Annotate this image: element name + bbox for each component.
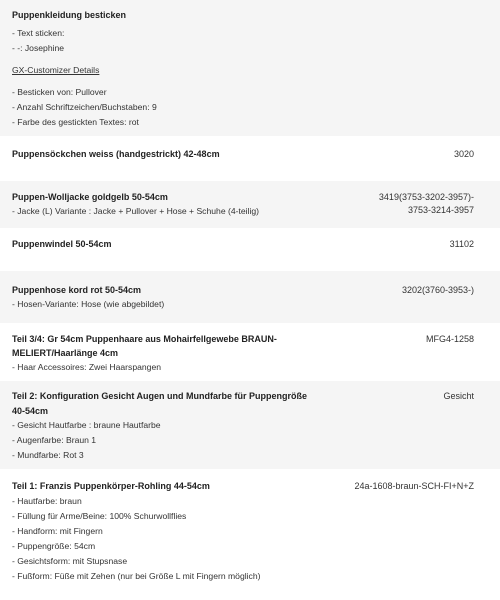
item-detail: - Füllung für Arme/Beine: 100% Schurwollflies <box>12 511 187 521</box>
item-detail: - Fußform: Füße mit Zehen (nur bei Größe L mit Fingern möglich) <box>12 571 261 581</box>
item-title: Puppenhose kord rot 50-54cm <box>12 285 142 295</box>
item-code: 31102 <box>449 239 474 249</box>
item-title: Puppenwindel 50-54cm <box>12 239 112 249</box>
item-detail: - Gesicht Hautfarbe : braune Hautfarbe <box>12 420 161 430</box>
item-detail: - Farbe des gestickten Textes: rot <box>12 117 139 127</box>
item-title: Teil 1: Franzis Puppenkörper-Rohling 44-54cm <box>12 481 210 491</box>
item-title: 40-54cm <box>12 406 49 416</box>
item-detail: - Puppengröße: 54cm <box>12 541 96 551</box>
item-title: Puppen-Wolljacke goldgelb 50-54cm <box>12 192 168 202</box>
item-detail: - Anzahl Schriftzeichen/Buchstaben: 9 <box>12 102 157 112</box>
list-item <box>0 323 500 381</box>
list-item <box>0 181 500 228</box>
item-detail: - Hosen-Variante: Hose (wie abgebildet) <box>12 299 165 309</box>
item-detail: - Augenfarbe: Braun 1 <box>12 435 97 445</box>
item-title: Puppenkleidung besticken <box>12 10 127 20</box>
item-detail: - Haar Accessoires: Zwei Haarspangen <box>12 362 162 372</box>
item-detail: - Text sticken: <box>12 28 65 38</box>
item-code: 3202(3760-3953-) <box>401 285 474 295</box>
item-code-line: 3753-3214-3957 <box>407 205 474 215</box>
list-item <box>0 271 500 323</box>
item-detail: - Jacke (L) Variante : Jacke + Pullover + Hose + Schuhe (4-teilig) <box>12 206 260 216</box>
item-title: Puppensöckchen weiss (handgestrickt) 42-48cm <box>12 149 220 159</box>
item-detail: - -: Josephine <box>12 43 65 53</box>
item-code: MFG4-1258 <box>425 334 474 344</box>
item-title: MELIERT/Haarlänge 4cm <box>12 348 119 358</box>
list-item <box>0 469 500 590</box>
item-code: 24a-1608-braun-SCH-FI+N+Z <box>354 481 474 491</box>
list-item <box>0 0 500 136</box>
item-detail: - Handform: mit Fingern <box>12 526 103 536</box>
item-code: Gesicht <box>443 391 474 401</box>
item-code-line: 3419(3753-3202-3957)- <box>378 192 474 202</box>
item-title: Teil 2: Konfiguration Gesicht Augen und Mundfarbe für Puppengröße <box>12 391 307 401</box>
item-detail: - Besticken von: Pullover <box>12 87 107 97</box>
list-item <box>0 381 500 469</box>
item-code: 3020 <box>453 149 474 159</box>
list-item <box>0 228 500 271</box>
item-detail: - Mundfarbe: Rot 3 <box>12 450 84 460</box>
list-item <box>0 136 500 181</box>
item-detail: - Gesichtsform: mit Stupsnase <box>12 556 128 566</box>
item-title: Teil 3/4: Gr 54cm Puppenhaare aus Mohairfellgewebe BRAUN- <box>12 334 277 344</box>
item-detail: - Hautfarbe: braun <box>12 496 82 506</box>
customizer-details-link[interactable]: GX-Customizer Details <box>12 65 100 75</box>
item-code <box>379 191 474 217</box>
